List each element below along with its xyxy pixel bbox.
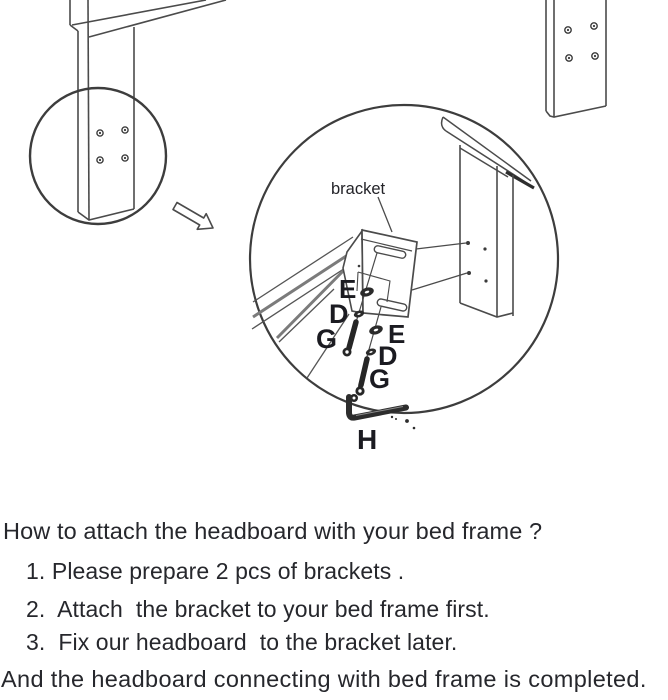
leg-holes bbox=[97, 127, 128, 163]
instruction-step-2: 2. Attach the bracket to your bed frame first. bbox=[26, 596, 490, 622]
post-holes bbox=[565, 23, 598, 61]
part-label-g-2: G bbox=[369, 364, 391, 394]
instructions-heading: How to attach the headboard with your bed frame ? bbox=[3, 518, 543, 544]
bolt-g bbox=[350, 359, 367, 402]
headboard-panel-edge bbox=[72, 0, 206, 25]
headboard-leg-edge bbox=[70, 25, 78, 31]
washer-e bbox=[368, 324, 384, 337]
part-label-e-2: E bbox=[388, 319, 406, 349]
speck bbox=[395, 418, 397, 420]
instructions-footer: And the headboard connecting with bed frame is completed. bbox=[1, 666, 647, 692]
bracket-dot bbox=[358, 265, 361, 268]
headboard-corner-drawing bbox=[30, 0, 226, 224]
leader-lines bbox=[412, 243, 467, 290]
specks bbox=[391, 416, 416, 430]
post-hole-dot bbox=[466, 241, 470, 245]
headboard-leg-edge bbox=[88, 0, 89, 220]
speck bbox=[391, 416, 393, 418]
part-label-d-1: D bbox=[329, 299, 349, 329]
magnifier-circle-small bbox=[30, 88, 166, 224]
detail-scene bbox=[252, 117, 534, 455]
post-hole-dot bbox=[467, 271, 471, 275]
post-hole-dot bbox=[484, 279, 487, 282]
instruction-step-3: 3. Fix our headboard to the bracket later. bbox=[26, 629, 458, 655]
part-label-h: H bbox=[357, 424, 378, 455]
speck bbox=[405, 419, 409, 423]
direction-arrow bbox=[173, 203, 213, 230]
part-label-d-2: D bbox=[378, 341, 398, 371]
leader-line bbox=[416, 243, 466, 249]
bed-post-drawing bbox=[546, 0, 606, 117]
post-hole-dots bbox=[466, 241, 488, 283]
part-label-e-1: E bbox=[339, 274, 357, 304]
bracket-label: bracket bbox=[331, 180, 386, 198]
leader-line bbox=[412, 273, 467, 290]
part-label-g-1: G bbox=[316, 324, 338, 354]
frame-rail-lines bbox=[442, 117, 534, 188]
bracket-callout-line bbox=[378, 197, 392, 232]
bed-frame-post bbox=[460, 145, 513, 317]
bed-post-bottom bbox=[546, 106, 606, 117]
allen-key bbox=[349, 397, 406, 418]
post-hole-dot bbox=[483, 247, 486, 250]
speck bbox=[413, 427, 416, 430]
instruction-step-1: 1. Please prepare 2 pcs of brackets . bbox=[26, 558, 405, 584]
